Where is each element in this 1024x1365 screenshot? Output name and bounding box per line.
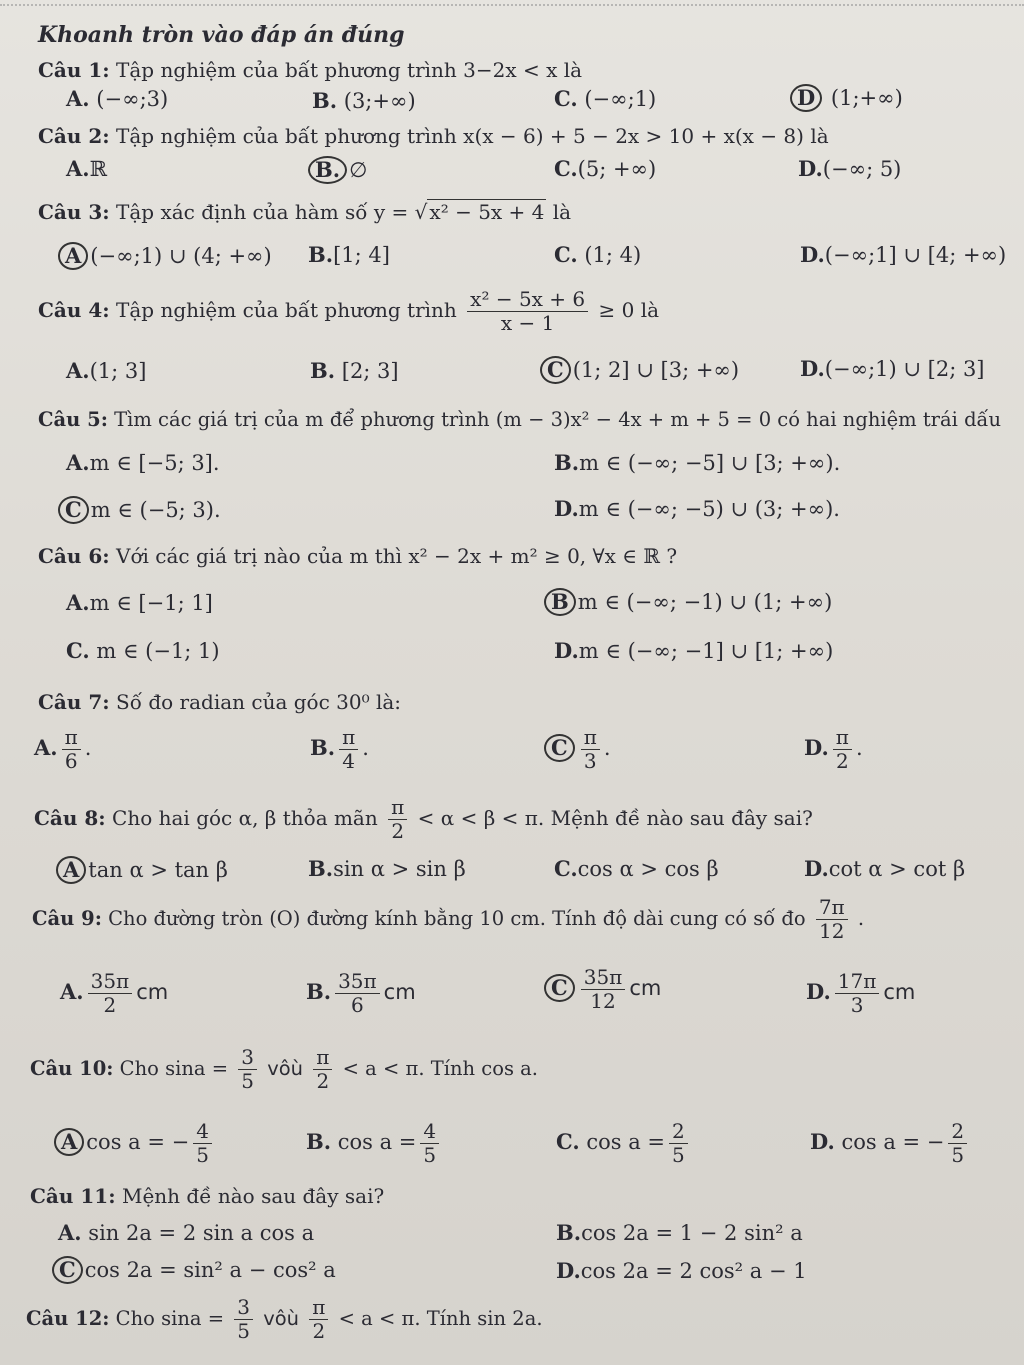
circled-answer-key: B. xyxy=(308,156,347,184)
circled-answer-key: C xyxy=(58,496,89,524)
question-text: Số đo radian của góc 30⁰ là: xyxy=(116,690,402,714)
denominator: 2 xyxy=(316,1069,330,1093)
option-3c[interactable] xyxy=(554,242,641,267)
page-title: Khoanh tròn vào đáp án đúng xyxy=(38,22,405,48)
option-8d[interactable] xyxy=(804,856,965,881)
option-11b[interactable] xyxy=(556,1220,803,1245)
fraction xyxy=(238,1046,257,1093)
option-value: [1; 4] xyxy=(333,243,390,267)
numerator: 35π xyxy=(88,970,133,994)
option-10d[interactable] xyxy=(810,1120,971,1167)
question-text: Tìm các giá trị của m để phương trình (m − 3)x² − 4x + m + 5 = 0 có hai nghiệm trái dấu xyxy=(114,408,1002,431)
option-value: (1; 3] xyxy=(89,359,147,383)
option-10c[interactable] xyxy=(556,1120,692,1167)
circled-answer-key: D xyxy=(790,84,822,112)
option-4a[interactable] xyxy=(66,358,146,383)
question-2 xyxy=(38,124,829,148)
option-value: m ∈ [−1; 1] xyxy=(89,591,213,615)
option-key: D. xyxy=(798,156,823,181)
denominator: 2 xyxy=(391,819,405,843)
denominator: 5 xyxy=(672,1143,685,1167)
option-9c[interactable] xyxy=(544,966,661,1013)
option-tail: . xyxy=(603,736,611,760)
question-3 xyxy=(38,200,571,224)
question-text-end: ≥ 0 là xyxy=(598,298,660,322)
circled-answer-key: C xyxy=(540,356,571,384)
option-7b[interactable] xyxy=(310,726,369,773)
option-key: C. xyxy=(554,156,578,181)
option-key: B. xyxy=(310,358,336,383)
unit-label: cm xyxy=(383,980,416,1004)
option-9a[interactable] xyxy=(60,970,168,1017)
denominator: 3 xyxy=(850,993,864,1017)
option-key: A. xyxy=(66,450,90,475)
sqrt-radicand: x² − 5x + 4 xyxy=(429,200,545,224)
option-key: A. xyxy=(58,1220,82,1245)
fraction xyxy=(313,1046,332,1093)
fraction xyxy=(581,726,600,773)
denominator: 5 xyxy=(237,1319,250,1343)
question-text: Cho hai góc α, β thỏa mãn xyxy=(112,806,378,830)
question-4 xyxy=(38,288,659,335)
numerator: 4 xyxy=(193,1120,212,1144)
unit-label: cm xyxy=(136,980,169,1004)
circled-answer-key: C xyxy=(52,1256,83,1284)
question-text-end: < a < π. Tính sin 2a. xyxy=(338,1307,543,1330)
option-value: tan α > tan β xyxy=(88,858,228,882)
fraction xyxy=(833,726,852,773)
option-key: C. xyxy=(556,1129,580,1154)
option-prefix: cos a = xyxy=(337,1130,417,1154)
fraction xyxy=(948,1120,967,1167)
question-text: Cho sina = xyxy=(115,1307,225,1330)
option-value: m ∈ (−1; 1) xyxy=(96,639,220,663)
denominator: x − 1 xyxy=(500,311,555,335)
option-key: A. xyxy=(66,590,90,615)
option-value: (1; 4) xyxy=(584,243,642,267)
option-key: A. xyxy=(66,86,90,111)
question-label: Câu 3: xyxy=(38,200,110,224)
question-text: Cho sina = xyxy=(119,1057,229,1080)
numerator: 3 xyxy=(234,1296,253,1320)
question-1 xyxy=(38,58,582,82)
top-dotted-border xyxy=(0,4,1024,10)
option-value: (−∞;1) ∪ [2; 3] xyxy=(824,357,985,381)
numerator: 3 xyxy=(238,1046,257,1070)
fraction xyxy=(816,896,848,943)
question-label: Câu 6: xyxy=(38,544,110,568)
option-tail: . xyxy=(84,736,92,760)
option-9b[interactable] xyxy=(306,970,416,1017)
option-4b[interactable] xyxy=(310,358,399,383)
question-label: Câu 5: xyxy=(38,408,108,431)
denominator: 2 xyxy=(312,1319,326,1343)
fraction xyxy=(420,1120,439,1167)
question-text: Tập xác định của hàm số y = xyxy=(116,200,409,224)
denominator: 5 xyxy=(241,1069,254,1093)
question-text-end: < α < β < π. Mệnh đề nào sau đây sai? xyxy=(417,806,813,830)
unit-label: cm xyxy=(629,976,662,1000)
fraction xyxy=(835,970,880,1017)
question-text: Tập nghiệm của bất phương trình x(x − 6) + 5 − 2x > 10 + x(x − 8) là xyxy=(116,124,829,148)
question-text: Tập nghiệm của bất phương trình 3−2x < x là xyxy=(116,58,583,82)
option-value: ℝ xyxy=(89,157,108,181)
numerator: 35π xyxy=(581,966,626,990)
question-label: Câu 1: xyxy=(38,58,110,82)
fraction xyxy=(669,1120,688,1167)
option-key: A. xyxy=(34,735,58,760)
option-key: D. xyxy=(810,1129,835,1154)
option-tail: . xyxy=(855,736,863,760)
option-2d[interactable] xyxy=(798,156,901,181)
option-3b[interactable] xyxy=(308,242,390,267)
numerator: π xyxy=(313,1046,332,1070)
denominator: 4 xyxy=(342,749,355,773)
denominator: 5 xyxy=(423,1143,437,1167)
option-value: (−∞;1) xyxy=(584,87,657,111)
numerator: π xyxy=(339,726,358,750)
option-key: C. xyxy=(554,86,578,111)
option-key: D. xyxy=(556,1258,581,1283)
option-2c[interactable] xyxy=(554,156,656,181)
option-value: m ∈ (−5; 3). xyxy=(90,498,221,522)
option-key: B. xyxy=(308,856,334,881)
option-6d[interactable] xyxy=(554,638,833,663)
option-value: (5; +∞) xyxy=(577,157,657,181)
question-label: Câu 9: xyxy=(32,907,102,930)
option-11c[interactable] xyxy=(52,1256,336,1284)
option-value: cos 2a = sin² a − cos² a xyxy=(84,1258,336,1282)
option-value: (−∞;1) ∪ (4; +∞) xyxy=(90,244,272,268)
fraction xyxy=(193,1120,212,1167)
question-text: Tập nghiệm của bất phương trình xyxy=(116,298,457,322)
numerator: 2 xyxy=(948,1120,967,1144)
option-11a[interactable] xyxy=(58,1220,314,1245)
numerator: π xyxy=(62,726,81,750)
option-5a[interactable] xyxy=(66,450,220,475)
fraction xyxy=(388,796,407,843)
question-label: Câu 11: xyxy=(30,1184,116,1208)
option-value: sin 2a = 2 sin a cos a xyxy=(88,1221,315,1245)
option-2b[interactable] xyxy=(308,156,367,184)
question-label: Câu 12: xyxy=(26,1307,110,1330)
numerator: 7π xyxy=(816,896,848,920)
option-value: (−∞;1] ∪ [4; +∞) xyxy=(824,243,1007,267)
option-value: cos 2a = 2 cos² a − 1 xyxy=(580,1259,807,1283)
unit-label: cm xyxy=(883,980,916,1004)
option-1d[interactable] xyxy=(790,84,903,112)
question-text-end: . xyxy=(857,907,865,930)
option-value: cos α > cos β xyxy=(577,857,719,881)
circled-answer-key: A xyxy=(54,1128,84,1156)
question-8 xyxy=(34,796,813,843)
option-7d[interactable] xyxy=(804,726,863,773)
option-5c[interactable] xyxy=(58,496,221,524)
question-text-end: là xyxy=(552,200,572,224)
option-key: A. xyxy=(66,156,90,181)
option-value: sin α > sin β xyxy=(333,857,466,881)
option-key: D. xyxy=(554,638,579,663)
option-value: m ∈ (−∞; −1) ∪ (1; +∞) xyxy=(577,590,833,614)
option-key: D. xyxy=(800,242,825,267)
option-value: ∅ xyxy=(349,158,368,182)
option-3d[interactable] xyxy=(800,242,1006,267)
question-label: Câu 10: xyxy=(30,1057,114,1080)
numerator: π xyxy=(388,796,407,820)
option-value: (−∞;3) xyxy=(96,87,169,111)
option-1c[interactable] xyxy=(554,86,656,111)
option-8b[interactable] xyxy=(308,856,466,881)
option-value: m ∈ (−∞; −5) ∪ (3; +∞). xyxy=(578,497,840,521)
option-key: B. xyxy=(306,979,332,1004)
option-6b[interactable] xyxy=(544,588,832,616)
option-key: C. xyxy=(66,638,90,663)
numerator: 17π xyxy=(835,970,880,994)
option-prefix: cos a = xyxy=(586,1130,665,1154)
option-8c[interactable] xyxy=(554,856,719,881)
question-text: Cho đường tròn (O) đường kính bằng 10 cm. Tính độ dài cung có số đo xyxy=(108,907,806,930)
numerator: x² − 5x + 6 xyxy=(467,288,588,312)
option-value: m ∈ (−∞; −5] ∪ [3; +∞). xyxy=(579,451,841,475)
question-text: Mệnh đề nào sau đây sai? xyxy=(121,1184,385,1208)
option-value: m ∈ (−∞; −1] ∪ [1; +∞) xyxy=(578,639,834,663)
circled-answer-key: C xyxy=(544,974,575,1002)
option-2a[interactable] xyxy=(66,156,107,181)
option-value: m ∈ [−5; 3]. xyxy=(89,451,220,475)
option-key: B. xyxy=(310,735,336,760)
option-key: A. xyxy=(66,358,90,383)
denominator: 5 xyxy=(951,1143,965,1167)
option-key: D. xyxy=(806,979,831,1004)
circled-answer-key: B xyxy=(544,588,576,616)
denominator: 12 xyxy=(590,989,616,1013)
numerator: π xyxy=(309,1296,328,1320)
question-5 xyxy=(38,408,1001,431)
question-label: Câu 2: xyxy=(38,124,110,148)
fraction xyxy=(581,966,626,1013)
option-value: (1; 2] ∪ [3; +∞) xyxy=(572,358,740,382)
numerator: 35π xyxy=(335,970,380,994)
fraction xyxy=(467,288,588,335)
option-value: cos 2a = 1 − 2 sin² a xyxy=(581,1221,803,1245)
question-label: Câu 4: xyxy=(38,298,110,322)
option-1a[interactable] xyxy=(66,86,168,111)
question-label: Câu 7: xyxy=(38,690,110,714)
option-prefix: cos a = − xyxy=(86,1130,190,1154)
option-5b[interactable] xyxy=(554,450,840,475)
option-key: B. xyxy=(312,88,338,113)
denominator: 3 xyxy=(583,749,597,773)
denominator: 5 xyxy=(196,1143,209,1167)
option-value: cot α > cot β xyxy=(828,857,966,881)
denominator: 2 xyxy=(103,993,117,1017)
question-text: Với các giá trị nào của m thì x² − 2x + m² ≥ 0, ∀x ∈ ℝ ? xyxy=(116,544,678,568)
option-value: (1;+∞) xyxy=(830,86,903,110)
question-6 xyxy=(38,544,677,568)
option-5d[interactable] xyxy=(554,496,840,521)
option-tail: . xyxy=(362,736,369,760)
denominator: 12 xyxy=(819,919,845,943)
numerator: 4 xyxy=(420,1120,439,1144)
question-text-end: < a < π. Tính cos a. xyxy=(342,1057,538,1080)
option-6a[interactable] xyxy=(66,590,213,615)
fraction xyxy=(339,726,358,773)
option-key: C. xyxy=(554,242,578,267)
option-6c[interactable] xyxy=(66,638,220,663)
option-value: (−∞; 5) xyxy=(822,157,902,181)
option-9d[interactable] xyxy=(806,970,915,1017)
fraction xyxy=(335,970,380,1017)
option-value: (3;+∞) xyxy=(343,89,416,113)
denominator: 6 xyxy=(64,749,78,773)
question-label: Câu 8: xyxy=(34,806,106,830)
option-key: B. xyxy=(308,242,334,267)
option-key: A. xyxy=(60,979,84,1004)
option-key: D. xyxy=(804,856,829,881)
circled-answer-key: A xyxy=(58,242,88,270)
option-key: D. xyxy=(554,496,579,521)
option-key: D. xyxy=(800,356,825,381)
fraction xyxy=(234,1296,253,1343)
denominator: 6 xyxy=(350,993,364,1017)
option-key: B. xyxy=(306,1129,332,1154)
denominator: 2 xyxy=(835,749,849,773)
option-8a[interactable] xyxy=(56,856,228,884)
option-4d[interactable] xyxy=(800,356,985,381)
numerator: π xyxy=(581,726,600,750)
fraction xyxy=(309,1296,328,1343)
option-value: [2; 3] xyxy=(341,359,399,383)
numerator: 2 xyxy=(669,1120,688,1144)
question-10 xyxy=(30,1046,538,1093)
option-3a[interactable] xyxy=(58,242,272,270)
option-10a[interactable] xyxy=(54,1120,216,1167)
option-key: B. xyxy=(556,1220,582,1245)
question-text-mid: vôù xyxy=(263,1307,300,1330)
option-1b[interactable] xyxy=(312,88,416,113)
question-11 xyxy=(30,1184,384,1208)
option-key: C. xyxy=(554,856,578,881)
option-key: D. xyxy=(804,735,829,760)
numerator: π xyxy=(833,726,852,750)
fraction xyxy=(88,970,133,1017)
option-11d[interactable] xyxy=(556,1258,807,1283)
sqrt-expression: √ x² − 5x + 4 xyxy=(414,200,545,224)
option-7a[interactable] xyxy=(34,726,91,773)
fraction xyxy=(62,726,81,773)
circled-answer-key: A xyxy=(56,856,86,884)
question-text-mid: vôù xyxy=(267,1057,304,1080)
circled-answer-key: C xyxy=(544,734,575,762)
question-7 xyxy=(38,690,401,714)
option-key: B. xyxy=(554,450,580,475)
option-7c[interactable] xyxy=(544,726,611,773)
question-9 xyxy=(32,896,864,943)
question-12 xyxy=(26,1296,543,1343)
option-prefix: cos a = − xyxy=(841,1130,945,1154)
option-4c[interactable] xyxy=(540,356,739,384)
option-10b[interactable] xyxy=(306,1120,443,1167)
